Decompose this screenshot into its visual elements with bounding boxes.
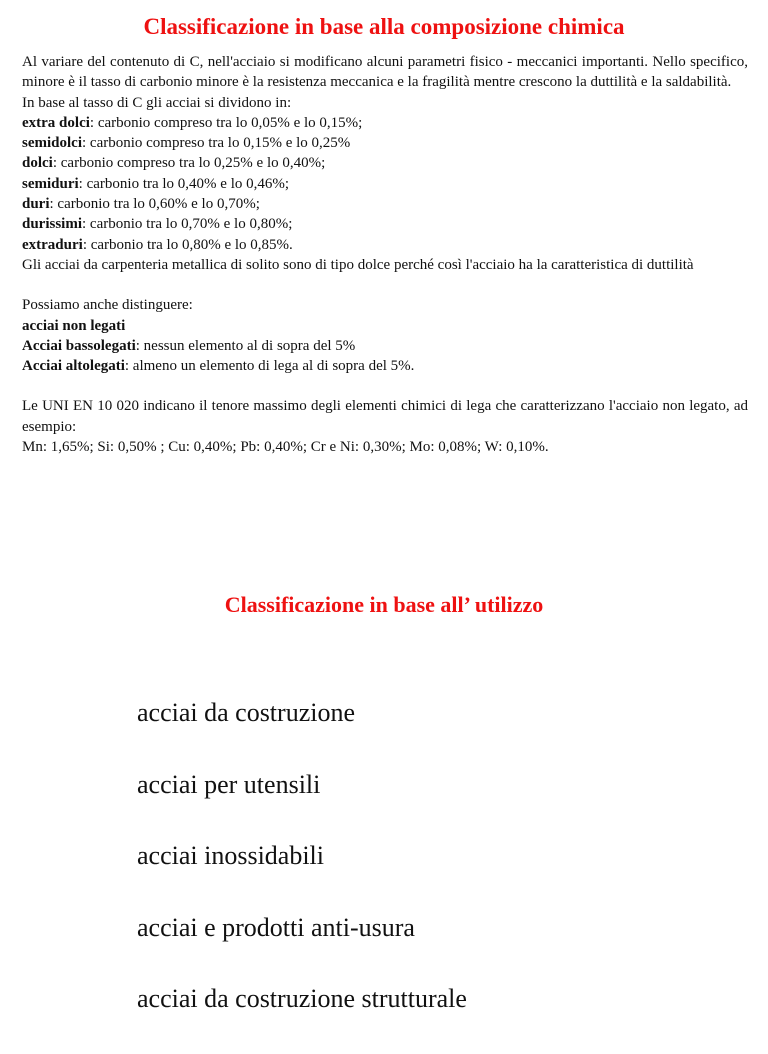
class-desc: : carbonio tra lo 0,60% e lo 0,70%; bbox=[49, 196, 260, 213]
alloy-type-desc: : almeno un elemento di lega al di sopra del 5%. bbox=[124, 358, 415, 375]
distinguish-intro: Possiamo anche distinguere: bbox=[22, 297, 193, 314]
class-item bbox=[22, 133, 748, 153]
classes-intro: In base al tasso di C gli acciai si dividono in: bbox=[22, 94, 292, 111]
alloy-type-item bbox=[22, 316, 748, 336]
class-name: semiduri bbox=[22, 175, 79, 192]
class-item bbox=[22, 235, 748, 255]
alloy-type-name: acciai non legati bbox=[22, 317, 126, 334]
class-desc: : carbonio compreso tra lo 0,25% e lo 0,40%; bbox=[52, 155, 326, 172]
usage-item: acciai e prodotti anti-usura bbox=[137, 912, 415, 942]
alloy-type-item bbox=[22, 336, 748, 356]
class-desc: : carbonio tra lo 0,80% e lo 0,85%. bbox=[82, 236, 293, 253]
class-desc: : carbonio tra lo 0,40% e lo 0,46%; bbox=[78, 175, 290, 192]
element-limits: Mn: 1,65%; Si: 0,50% ; Cu: 0,40%; Pb: 0,40%; Cr e Ni: 0,30%; Mo: 0,08%; W: 0,10%. bbox=[22, 439, 549, 456]
class-item bbox=[22, 214, 748, 234]
class-name: extraduri bbox=[22, 236, 83, 253]
class-item bbox=[22, 153, 748, 173]
class-name: duri bbox=[22, 196, 50, 213]
class-desc: : carbonio compreso tra lo 0,15% e lo 0,25% bbox=[82, 135, 351, 152]
intro-paragraph: Al variare del contenuto di C, nell'acciaio si modificano alcuni parametri fisico - meccanici importanti. Nello specifico, minore è il tasso di carbonio minore è la resistenza meccanica e la fragilità mentre crescono la duttilità e la saldabilità. bbox=[22, 54, 748, 91]
section-title-chemical-composition: Classificazione in base alla composizione chimica bbox=[143, 14, 625, 39]
class-item bbox=[22, 113, 748, 133]
usage-item: acciai da costruzione strutturale bbox=[137, 984, 467, 1013]
usage-list bbox=[137, 696, 467, 1054]
class-name: extra dolci bbox=[22, 114, 90, 131]
alloy-type-name: Acciai bassolegati bbox=[22, 337, 136, 354]
section-title-usage: Classificazione in base all’ utilizzo bbox=[224, 592, 544, 617]
usage-item: acciai da costruzione bbox=[137, 698, 355, 727]
paragraph-gap bbox=[22, 275, 748, 295]
usage-item: acciai inossidabili bbox=[137, 841, 325, 870]
class-item bbox=[22, 194, 748, 214]
carpentry-note: Gli acciai da carpenteria metallica di solito sono di tipo dolce perché così l'acciaio ha la caratteristica di duttilità bbox=[22, 256, 694, 273]
class-name: durissimi bbox=[22, 216, 83, 233]
chemical-composition-body bbox=[22, 52, 748, 457]
uni-note: Le UNI EN 10 020 indicano il tenore massimo degli elementi chimici di lega che caratterizzano l'acciaio non legato, ad esempio: bbox=[22, 398, 748, 435]
alloy-type-name: Acciai altolegati bbox=[22, 358, 125, 375]
class-desc: : carbonio tra lo 0,70% e lo 0,80%; bbox=[82, 216, 293, 233]
class-desc: : carbonio compreso tra lo 0,05% e lo 0,15%; bbox=[89, 114, 363, 131]
alloy-type-desc: : nessun elemento al di sopra del 5% bbox=[135, 337, 356, 354]
paragraph-gap bbox=[22, 376, 748, 396]
usage-item: acciai per utensili bbox=[137, 769, 321, 799]
class-name: dolci bbox=[22, 155, 53, 172]
alloy-type-item bbox=[22, 356, 748, 376]
class-item bbox=[22, 174, 748, 194]
class-name: semidolci bbox=[22, 135, 82, 152]
